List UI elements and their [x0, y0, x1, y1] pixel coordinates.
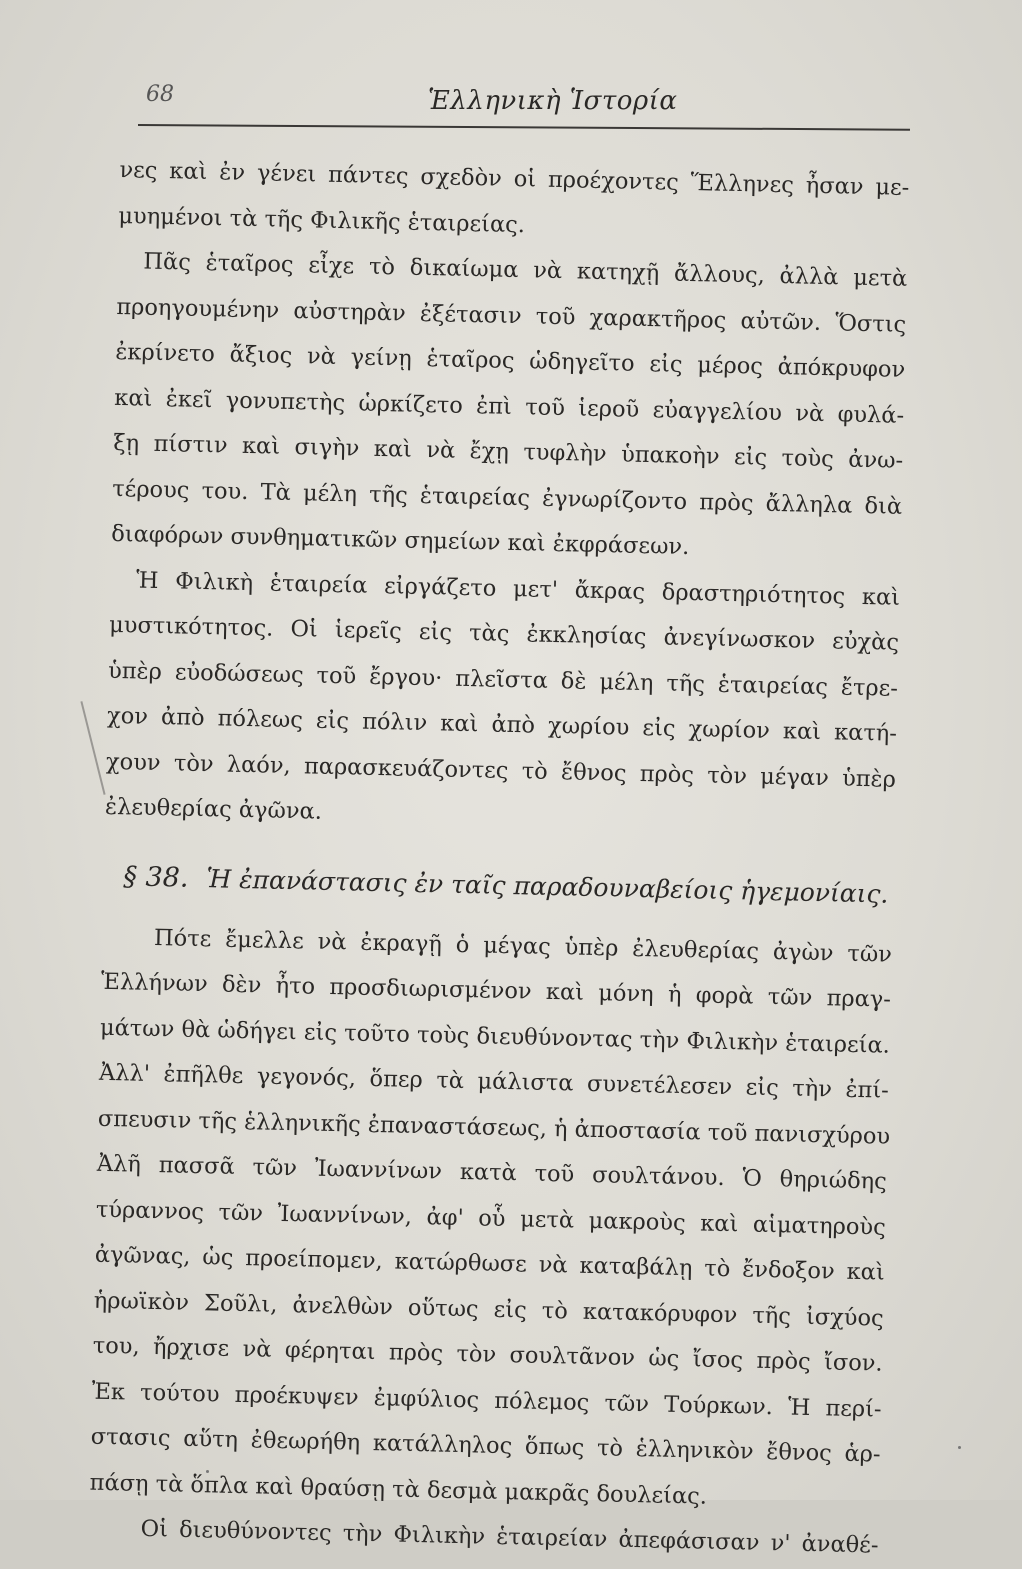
text-line: σπευσιν τῆς ἑλληνικῆς ἐπαναστάσεως, ἡ ἀποστασία τοῦ πανισχύρου: [97, 1105, 891, 1150]
text-line: Πότε ἔμελλε νὰ ἐκραγῇ ὁ μέγας ὑπὲρ ἐλευθερίας ἀγὼν τῶν: [153, 924, 893, 968]
page-header: [138, 80, 902, 124]
text-line: Ἀλλ' ἐπῆλθε γεγονός, ὅπερ τὰ μάλιστα συνετέλεσεν εἰς τὴν ἐπί-: [98, 1059, 890, 1104]
text-line: στασις αὕτη ἐθεωρήθη κατάλληλος ὅπως τὸ ἑλληνικὸν ἔθνος ἁρ-: [90, 1423, 881, 1468]
text-line: Ἡ Φιλικὴ ἑταιρεία εἰργάζετο μετ' ἄκρας δραστηριότητος καὶ: [135, 566, 901, 611]
text-line: Ἐκ τούτου προέκυψεν ἐμφύλιος πόλεμος τῶν Τούρκων. Ἡ περί-: [91, 1378, 882, 1423]
text-line: ὑπὲρ εὐοδώσεως τοῦ ἔργου· πλεῖστα δὲ μέλη τῆς ἑταιρείας ἔτρε-: [107, 657, 899, 702]
text-line: προηγουμένην αὐστηρὰν ἐξέτασιν τοῦ χαρακτῆρος αὐτῶν. Ὅστις: [116, 293, 907, 338]
text-line: πάσῃ τὰ ὅπλα καὶ θραύσῃ τὰ δεσμὰ μακρᾶς δουλείας.: [89, 1469, 708, 1510]
text-line: τύραννος τῶν Ἰωαννίνων, ἀφ' οὗ μετὰ μακροὺς καὶ αἱματηροὺς: [95, 1196, 887, 1241]
text-line: Πᾶς ἑταῖρος εἶχε τὸ δικαίωμα νὰ κατηχῇ ἄλλους, ἀλλὰ μετὰ: [143, 248, 908, 292]
text-line: ἀγῶνας, ὡς προείπομεν, κατώρθωσε νὰ καταβάλῃ τὸ ἔνδοξον καὶ: [94, 1241, 885, 1286]
pencil-margin-mark: [80, 701, 105, 795]
text-line: ξῃ πίστιν καὶ σιγὴν καὶ νὰ ἔχῃ τυφλὴν ὑπακοὴν εἰς τοὺς ἀνω-: [113, 429, 904, 474]
text-line: τέρους του. Τὰ μέλη τῆς ἑταιρείας ἐγνωρίζοντο πρὸς ἄλληλα διὰ: [111, 475, 903, 520]
text-line: μυημένοι τὰ τῆς Φιλικῆς ἑταιρείας.: [118, 202, 526, 238]
text-line: Ἀλῆ πασσᾶ τῶν Ἰωαννίνων κατὰ τοῦ σουλτάνου. Ὁ θηριώδης: [96, 1150, 888, 1195]
text-line: ἐλευθερίας ἀγῶνα.: [104, 793, 323, 825]
section-number: § 38.: [123, 860, 189, 894]
text-line: μυστικότητος. Οἱ ἱερεῖς εἰς τὰς ἐκκλησίας ἀνεγίνωσκον εὐχὰς: [108, 611, 900, 656]
section-heading: [103, 844, 894, 926]
section-title: Ἡ ἐπανάστασις ἐν ταῖς παραδουναβείοις ἡγεμονίαις.: [206, 863, 889, 909]
text-line: ἡρωϊκὸν Σοῦλι, ἀνελθὼν οὕτως εἰς τὸ κατακόρυφον τῆς ἰσχύος: [93, 1287, 884, 1332]
text-line: ἐκρίνετο ἄξιος νὰ γείνῃ ἑταῖρος ὡδηγεῖτο εἰς μέρος ἀπόκρυφον: [115, 338, 906, 383]
text-block-bottom: [88, 914, 892, 1569]
header-rule: [138, 124, 910, 131]
paper-speck: [958, 1446, 961, 1449]
text-line: νες καὶ ἐν γένει πάντες σχεδὸν οἱ προέχοντες Ἕλληνες ἦσαν με-: [119, 156, 910, 201]
text-line: του, ἤρχισε νὰ φέρηται πρὸς τὸν σουλτᾶνον ὡς ἴσος πρὸς ἴσον.: [92, 1332, 883, 1377]
text-block-top: [105, 148, 910, 848]
text-line: μάτων θὰ ὡδήγει εἰς τοῦτο τοὺς διευθύνοντας τὴν Φιλικὴν ἑταιρεία.: [99, 1014, 891, 1059]
running-title: Ἑλληνικὴ Ἱστορία: [428, 86, 678, 116]
body-text: [88, 148, 910, 1569]
text-line: χον ἀπὸ πόλεως εἰς πόλιν καὶ ἀπὸ χωρίου εἰς χωρίον καὶ κατή-: [106, 702, 898, 747]
text-line: Ἑλλήνων δὲν ἦτο προσδιωρισμένον καὶ μόνη ἡ φορὰ τῶν πραγ-: [100, 968, 892, 1013]
text-line: καὶ ἐκεῖ γονυπετὴς ὡρκίζετο ἐπὶ τοῦ ἱεροῦ εὐαγγελίου νὰ φυλά-: [114, 384, 905, 429]
page-number: 68: [146, 82, 174, 107]
text-line: διαφόρων συνθηματικῶν σημείων καὶ ἐκφράσεων.: [110, 520, 690, 561]
text-line: χουν τὸν λαόν, παρασκευάζοντες τὸ ἔθνος πρὸς τὸν μέγαν ὑπὲρ: [105, 748, 897, 793]
text-line: Οἱ διευθύνοντες τὴν Φιλικὴν ἑταιρείαν ἀπεφάσισαν ν' ἀναθέ-: [140, 1515, 879, 1559]
